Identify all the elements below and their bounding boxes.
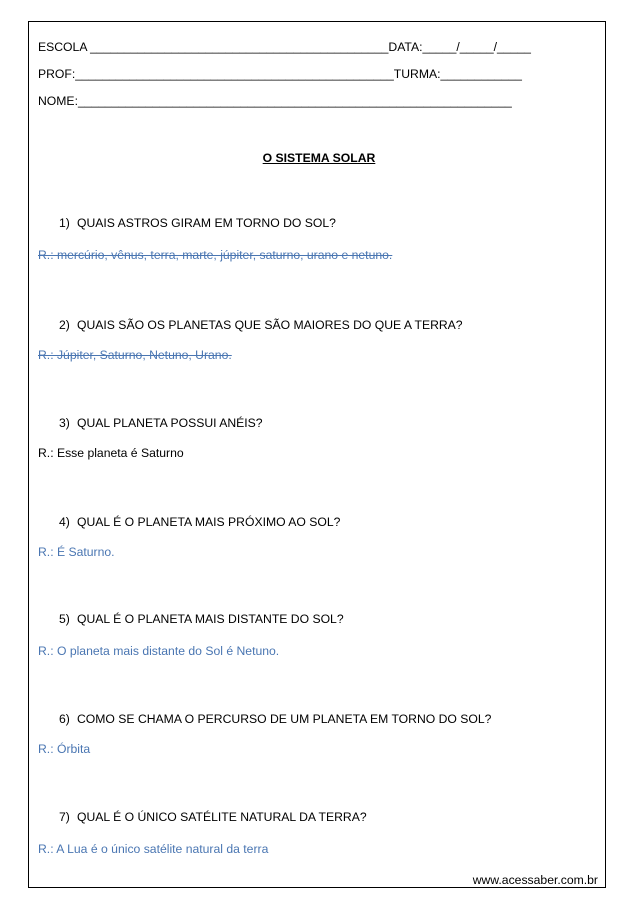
question-number: 5) [59,612,70,626]
question-number: 3) [59,416,70,430]
header-name: NOME:________________________________________________________________ [38,94,512,108]
answer-2: R.: Júpiter, Saturno, Netuno, Urano. [38,348,232,362]
page-title: O SISTEMA SOLAR [262,151,376,165]
question-number: 6) [59,712,70,726]
question-4 [59,515,340,530]
question-text: QUAIS ASTROS GIRAM EM TORNO DO SOL? [77,216,336,230]
question-text: QUAL É O ÚNICO SATÉLITE NATURAL DA TERRA? [77,810,367,824]
question-number: 7) [59,810,70,824]
question-3 [59,416,263,431]
answer-5: R.: O planeta mais distante do Sol é Netuno. [38,644,280,658]
question-number: 1) [59,216,70,230]
question-6 [59,712,491,727]
question-5 [59,612,344,627]
question-text: QUAL É O PLANETA MAIS PRÓXIMO AO SOL? [77,515,341,529]
question-number: 2) [59,318,70,332]
header-teacher-class: PROF:_______________________________________________TURMA:____________ [38,67,522,81]
answer-1: R.: mercúrio, vênus, terra, marte, júpiter, saturno, urano e netuno. [38,248,393,262]
footer-website: www.acessaber.com.br [472,873,598,887]
question-text: QUAIS SÃO OS PLANETAS QUE SÃO MAIORES DO QUE A TERRA? [77,318,463,332]
answer-7: R.: A Lua é o único satélite natural da terra [38,842,269,856]
answer-4: R.: É Saturno. [38,545,115,559]
answer-6: R.: Órbita [38,742,91,756]
question-text: QUAL PLANETA POSSUI ANÉIS? [77,416,263,430]
question-text: COMO SE CHAMA O PERCURSO DE UM PLANETA EM TORNO DO SOL? [77,712,492,726]
header-school-date: ESCOLA ____________________________________________DATA:_____/_____/_____ [38,40,531,54]
question-text: QUAL É O PLANETA MAIS DISTANTE DO SOL? [77,612,344,626]
question-number: 4) [59,515,70,529]
question-1 [59,216,336,231]
question-7 [59,810,367,825]
question-2 [59,318,463,333]
answer-3: R.: Esse planeta é Saturno [38,446,184,460]
